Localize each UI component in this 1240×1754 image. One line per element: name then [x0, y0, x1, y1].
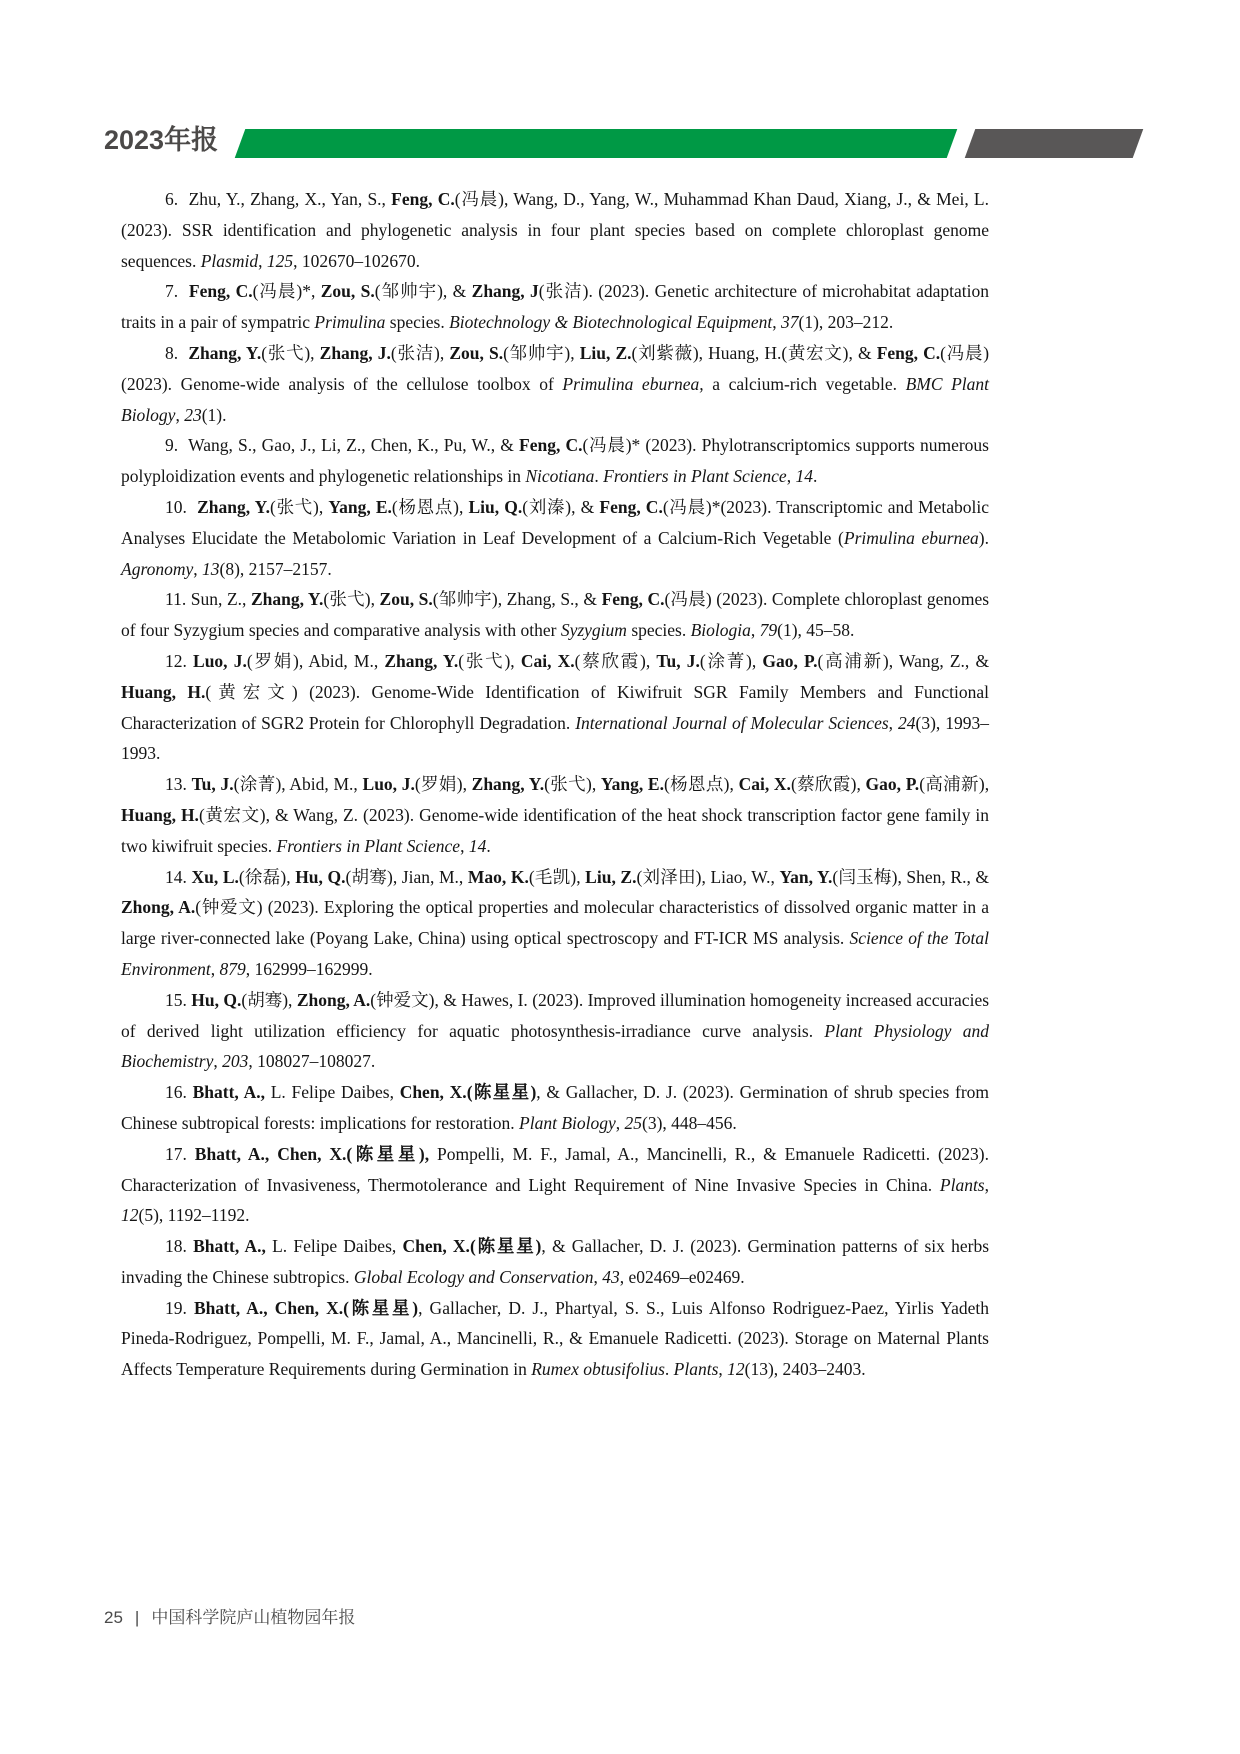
reference-segment: species.: [385, 312, 450, 333]
reference-segment: 10.: [165, 496, 198, 517]
reference-segment: 18.: [165, 1236, 194, 1257]
reference-segment: Chen, X.: [399, 1082, 467, 1103]
reference-segment: ,: [175, 404, 185, 425]
reference-segment: Zhang, Y.: [471, 774, 545, 795]
reference-segment: ,: [462, 774, 472, 795]
reference-item: [121, 646, 989, 769]
reference-segment: Primulina eburnea: [843, 527, 979, 548]
reference-segment: Biologia: [690, 620, 751, 641]
reference-item: [121, 184, 989, 276]
reference-segment: Liu, Q.: [468, 496, 523, 517]
reference-segment: Science of the Total Environment: [121, 928, 989, 979]
reference-item: [121, 1293, 989, 1385]
reference-segment: Bhatt, A., Chen, X.: [194, 1143, 347, 1164]
reference-segment: Feng, C.: [601, 589, 665, 610]
page-number: 25: [104, 1608, 123, 1627]
reference-segment: , 108027–108027.: [248, 1051, 376, 1072]
reference-segment: (陈星星): [346, 1143, 425, 1164]
reference-segment: 25: [624, 1112, 643, 1133]
reference-item: [121, 769, 989, 861]
reference-segment: 8.: [165, 342, 189, 363]
reference-segment: ,: [310, 342, 320, 363]
reference-segment: (蔡欣霞): [790, 774, 857, 795]
reference-segment: .: [812, 466, 818, 487]
reference-segment: Zhang, Y.: [188, 342, 262, 363]
page-footer: [104, 1606, 355, 1630]
reference-segment: (邹帅宇): [374, 281, 443, 302]
reference-item: [121, 862, 989, 985]
reference-segment: Luo, J.: [362, 774, 415, 795]
reference-segment: 203: [222, 1051, 249, 1072]
reference-segment: ,: [286, 866, 296, 887]
reference-segment: ).: [978, 527, 989, 548]
reference-segment: Chen, X.: [402, 1236, 470, 1257]
reference-segment: ,: [318, 496, 329, 517]
reference-segment: Mao, K.: [467, 866, 529, 887]
reference-segment: Zou, S.: [320, 281, 375, 302]
reference-segment: BMC Plant Biology: [121, 373, 990, 425]
reference-segment: , Shen, R., &: [897, 866, 990, 887]
reference-segment: .: [664, 1359, 674, 1380]
reference-segment: (张洁): [390, 342, 440, 363]
reference-segment: ,: [751, 650, 763, 671]
reference-segment: a calcium-rich vegetable.: [703, 373, 906, 394]
reference-item: [121, 584, 989, 646]
reference-segment: ,: [984, 774, 990, 795]
reference-segment: Zhang, Y.: [384, 650, 459, 671]
reference-segment: (张弋): [261, 342, 311, 363]
reference-segment: 37: [781, 312, 799, 333]
reference-segment: (张洁): [538, 281, 589, 302]
reference-segment: species.: [626, 620, 691, 641]
reference-segment: Zhong, A.: [296, 989, 371, 1010]
reference-segment: (冯晨): [252, 281, 303, 302]
reference-segment: ,: [258, 250, 267, 271]
reference-item: [121, 1139, 989, 1231]
reference-segment: , Gallacher, D. J., Phartyal, S. S., Luis Alfonso Rodriguez-Paez, Yirlis Yadeth Pineda-Rodriguez, Pompelli, M. F., Jamal, A., Mancinelli, R., & Emanuele Radicetti. (2023). Storage on Maternal Plants Affects Temperature Requirements during Germination in: [121, 1297, 989, 1380]
reference-segment: .: [486, 835, 491, 856]
reference-segment: Zhang, Y.: [197, 496, 270, 517]
reference-segment: 9. Wang, S., Gao, J., Li, Z., Chen, K., Pu, W., &: [165, 435, 520, 456]
reference-segment: ,: [460, 835, 469, 856]
reference-segment: (2023). Exploring the optical properties and molecular characteristics of dissolved organic matter in a large river-connected lake (Poyang Lake, China) using optical spectroscopy and FT-ICR MS analysis.: [121, 897, 990, 949]
reference-segment: Liu, Z.: [585, 866, 637, 887]
reference-segment: Cai, X.: [738, 774, 791, 795]
reference-segment: (冯晨): [662, 496, 712, 517]
reference-segment: (张弋): [270, 496, 319, 517]
reference-segment: (刘紫薇): [631, 342, 699, 363]
header-gray-band: [965, 129, 1144, 158]
reference-segment: 79: [759, 620, 778, 641]
reference-segment: Feng, C.: [188, 281, 253, 302]
reference-segment: (刘泽田): [636, 866, 702, 887]
reference-segment: Hu, Q.: [191, 989, 242, 1010]
reference-segment: Feng, C.: [599, 496, 663, 517]
reference-segment: , 102670–102670.: [293, 250, 420, 271]
reference-segment: 879: [219, 958, 246, 979]
reference-segment: , Wang, Z., &: [888, 650, 990, 671]
reference-segment: , Abid, M.,: [298, 650, 385, 671]
reference-segment: ,: [984, 1174, 989, 1195]
reference-segment: ,: [729, 774, 739, 795]
reference-segment: (涂菁): [233, 774, 282, 795]
reference-segment: 15.: [165, 989, 192, 1010]
reference-segment: Yang, E.: [600, 774, 664, 795]
reference-segment: 24: [898, 712, 916, 733]
reference-segment: ,: [370, 589, 380, 610]
reference-segment: (1), 45–58.: [777, 620, 855, 641]
reference-segment: ,: [210, 958, 220, 979]
reference-segment: L. Felipe Daibes,: [264, 1082, 400, 1103]
reference-segment: (徐磊): [238, 866, 287, 887]
reference-segment: (8), 2157–2157.: [219, 558, 332, 579]
reference-segment: , &: [571, 496, 600, 517]
reference-item: [121, 1077, 989, 1139]
reference-segment: (蔡欣霞): [574, 650, 646, 671]
reference-segment: 12.: [165, 650, 194, 671]
reference-segment: , & Gallacher, D. J. (2023). Germination patterns of six herbs invading the Chinese subtropics.: [121, 1236, 990, 1287]
reference-segment: ,: [645, 650, 657, 671]
reference-segment: , Liao, W.,: [701, 866, 780, 887]
page-title: 2023年报: [104, 125, 219, 155]
reference-segment: , Wang, D., Yang, W., Muhammad Khan Daud, Xiang, J., & Mei, L. (2023). SSR identification and phylogenetic analysis in four plant species based on complete chloroplast genome sequences.: [121, 189, 989, 271]
reference-segment: Primulina: [314, 312, 386, 333]
reference-segment: 7.: [165, 281, 189, 302]
reference-segment: ,: [193, 558, 203, 579]
reference-segment: ,: [439, 342, 450, 363]
reference-segment: ,: [288, 989, 297, 1010]
reference-segment: 23: [184, 404, 202, 425]
reference-segment: , & Wang, Z. (2023). Genome-wide identification of the heat shock transcription factor gene family in two kiwifruit species.: [121, 804, 989, 856]
reference-segment: Zhang, Y.: [251, 589, 324, 610]
reference-segment: Feng, C.: [876, 342, 941, 363]
reference-segment: (刘溱): [522, 496, 572, 517]
reference-segment: (2023). Genome-Wide Identification of Kiwifruit SGR Family Members and Functional Characterization of SGR2 Protein for Chlorophyll Degradation.: [121, 681, 989, 733]
reference-segment: International Journal of Molecular Sciences: [575, 712, 889, 733]
footer-separator: |: [134, 1608, 140, 1627]
reference-segment: , Zhang, S., &: [497, 589, 602, 610]
reference-segment: (2023). Genome-wide analysis of the cellulose toolbox of: [121, 373, 563, 394]
reference-segment: Plants: [939, 1174, 985, 1195]
reference-segment: Plant Biology: [519, 1112, 616, 1133]
reference-segment: (罗娟): [246, 650, 299, 671]
reference-segment: , & Gallacher, D. J. (2023). Germination of shrub species from Chinese subtropical forests: implications for restoration.: [121, 1082, 990, 1133]
reference-segment: ,: [750, 620, 760, 641]
reference-segment: (陈星星): [343, 1297, 419, 1318]
reference-segment: Feng, C.: [391, 189, 455, 209]
reference-segment: (黄宏文): [205, 681, 298, 702]
reference-segment: 6. Zhu, Y., Zhang, X., Yan, S.,: [165, 189, 392, 209]
reference-segment: Hu, Q.: [295, 866, 346, 887]
reference-segment: Global Ecology and Conservation: [353, 1266, 594, 1287]
header-green-band: [235, 129, 958, 158]
reference-segment: Agronomy: [121, 558, 194, 579]
reference-segment: , Abid, M.,: [281, 774, 363, 795]
reference-segment: 43: [602, 1266, 620, 1287]
reference-segment: Syzygium: [560, 620, 627, 641]
reference-segment: Zhang, J.: [319, 342, 391, 363]
reference-segment: L. Felipe Daibes,: [265, 1236, 403, 1257]
reference-segment: Tu, J.: [191, 774, 234, 795]
reference-segment: ,: [593, 1266, 603, 1287]
reference-segment: ,: [772, 312, 782, 333]
reference-segment: (杨恩点): [663, 774, 730, 795]
reference-segment: ,: [615, 1112, 625, 1133]
reference-segment: ,: [213, 1051, 223, 1072]
reference-segment: (冯晨): [582, 435, 632, 456]
reference-segment: . (2023). Genetic architecture of microhabitat adaptation traits in a pair of sympatric: [121, 281, 990, 333]
publication-list: [121, 184, 989, 1385]
reference-segment: (3), 1993–1993.: [121, 712, 990, 764]
reference-segment: , e02469–e02469.: [619, 1266, 745, 1287]
reference-segment: (邹帅宇): [432, 589, 498, 610]
footer-journal-title: 中国科学院庐山植物园年报: [151, 1608, 356, 1627]
reference-segment: Rumex obtusifolius: [531, 1359, 665, 1380]
reference-segment: 14.: [165, 866, 192, 887]
reference-segment: Zhang, J: [471, 281, 539, 302]
reference-segment: (1), 203–212.: [798, 312, 894, 333]
reference-segment: 12: [121, 1205, 139, 1226]
reference-segment: Yan, Y.: [779, 866, 833, 887]
reference-segment: Plasmid: [200, 250, 259, 271]
reference-segment: * (2023). Phylotranscriptomics supports numerous polyploidization events and phylogenetic relationships in: [121, 435, 989, 487]
reference-segment: Zou, S.: [449, 342, 504, 363]
reference-segment: Luo, J.: [193, 650, 247, 671]
reference-segment: (张弋): [458, 650, 511, 671]
reference-segment: Primulina eburnea,: [562, 373, 704, 394]
reference-segment: (邹帅宇): [503, 342, 571, 363]
reference-segment: (冯晨): [940, 342, 990, 363]
reference-segment: , Huang, H.: [698, 342, 782, 363]
reference-segment: (冯晨): [454, 189, 504, 209]
reference-segment: (黄宏文): [781, 342, 849, 363]
reference-segment: (罗娟): [414, 774, 463, 795]
reference-segment: 12: [727, 1359, 745, 1380]
reference-segment: Bhatt, A.,: [193, 1236, 266, 1257]
reference-segment: Zou, S.: [379, 589, 433, 610]
reference-segment: ,: [718, 1359, 728, 1380]
reference-segment: Cai, X.: [520, 650, 575, 671]
reference-segment: (闫玉梅): [832, 866, 898, 887]
reference-segment: *,: [302, 281, 321, 302]
reference-segment: (黄宏文): [198, 804, 266, 825]
reference-segment: (2023). Complete chloroplast genomes of four Syzygium species and comparative analysis with other: [121, 589, 990, 641]
reference-segment: Plants: [673, 1359, 719, 1380]
reference-segment: 19.: [165, 1297, 194, 1318]
reference-item: [121, 985, 989, 1077]
reference-segment: ,: [576, 866, 586, 887]
reference-item: [121, 1231, 989, 1293]
reference-segment: Biotechnology & Biotechnological Equipment: [449, 312, 773, 333]
reference-segment: Bhatt, A.,: [192, 1082, 265, 1103]
reference-segment: .: [594, 466, 604, 487]
reference-segment: 13.: [165, 774, 192, 795]
reference-segment: ,: [424, 1143, 430, 1164]
reference-segment: Gao, P.: [865, 774, 920, 795]
reference-segment: (杨恩点): [391, 496, 459, 517]
reference-segment: ,: [570, 342, 580, 363]
reference-segment: 125: [266, 250, 294, 271]
reference-segment: Feng, C.: [519, 435, 583, 456]
reference-segment: Pompelli, M. F., Jamal, A., Mancinelli, R., & Emanuele Radicetti. (2023). Characterization of Invasiveness, Thermotolerance and Light Requirement of Nine Invasive Species in China.: [121, 1143, 990, 1195]
reference-segment: 14: [795, 466, 813, 487]
reference-segment: Yang, E.: [328, 496, 392, 517]
reference-segment: (1).: [201, 404, 227, 425]
reference-segment: ,: [510, 650, 521, 671]
reference-segment: *(2023). Transcriptomic and Metabolic Analyses Elucidate the Metabolomic Variation in Leaf Development of a Calcium-Rich Vegetable (: [121, 496, 990, 548]
reference-segment: Frontiers in Plant Science: [603, 466, 787, 487]
reference-segment: (胡骞): [345, 866, 393, 887]
reference-segment: Huang, H.: [121, 681, 206, 702]
reference-segment: (陈星星): [466, 1082, 537, 1103]
reference-segment: (钟爱文): [195, 897, 263, 918]
reference-segment: 14: [468, 835, 487, 856]
reference-segment: Xu, L.: [191, 866, 239, 887]
reference-item: [121, 430, 989, 492]
reference-segment: , &: [848, 342, 877, 363]
reference-segment: Liu, Z.: [579, 342, 632, 363]
reference-segment: (涂菁): [699, 650, 752, 671]
reference-segment: Zhong, A.: [121, 897, 196, 918]
reference-segment: , 162999–162999.: [245, 958, 373, 979]
reference-segment: , & Hawes, I. (2023). Improved illumination homogeneity increased accuracies of derived light utilization efficiency for aquatic photosynthesis-irradiance curve analysis.: [121, 989, 990, 1041]
reference-segment: (13), 2403–2403.: [744, 1359, 866, 1380]
reference-item: [121, 276, 989, 338]
reference-segment: Tu, J.: [656, 650, 700, 671]
reference-segment: 13: [202, 558, 220, 579]
reference-segment: (胡骞): [241, 989, 289, 1010]
reference-segment: ,: [888, 712, 899, 733]
reference-segment: , Jian, M.,: [392, 866, 468, 887]
reference-segment: Nicotiana: [525, 466, 595, 487]
reference-segment: 17.: [165, 1143, 195, 1164]
reference-segment: ,: [459, 496, 469, 517]
reference-segment: (3), 448–456.: [642, 1112, 737, 1133]
reference-segment: ,: [856, 774, 866, 795]
reference-segment: 11. Sun, Z.,: [165, 589, 251, 610]
reference-segment: ,: [591, 774, 601, 795]
reference-segment: (毛凯): [528, 866, 577, 887]
reference-segment: Plant Physiology and Biochemistry: [121, 1020, 989, 1072]
reference-segment: (陈星星): [469, 1236, 542, 1257]
reference-segment: Bhatt, A., Chen, X.: [193, 1297, 344, 1318]
reference-segment: (高浦新): [919, 774, 985, 795]
reference-segment: (冯晨): [664, 589, 712, 610]
reference-segment: Frontiers in Plant Science: [276, 835, 461, 856]
reference-segment: ,: [786, 466, 796, 487]
reference-segment: (张弋): [323, 589, 371, 610]
reference-segment: , &: [442, 281, 472, 302]
reference-item: [121, 338, 989, 430]
reference-segment: 16.: [165, 1082, 193, 1103]
reference-segment: Gao, P.: [762, 650, 818, 671]
reference-segment: Huang, H.: [121, 804, 199, 825]
reference-segment: (张弋): [544, 774, 592, 795]
reference-segment: (钟爱文): [370, 989, 435, 1010]
reference-segment: (5), 1192–1192.: [138, 1205, 250, 1226]
reference-item: [121, 492, 989, 584]
reference-segment: (高浦新): [817, 650, 889, 671]
